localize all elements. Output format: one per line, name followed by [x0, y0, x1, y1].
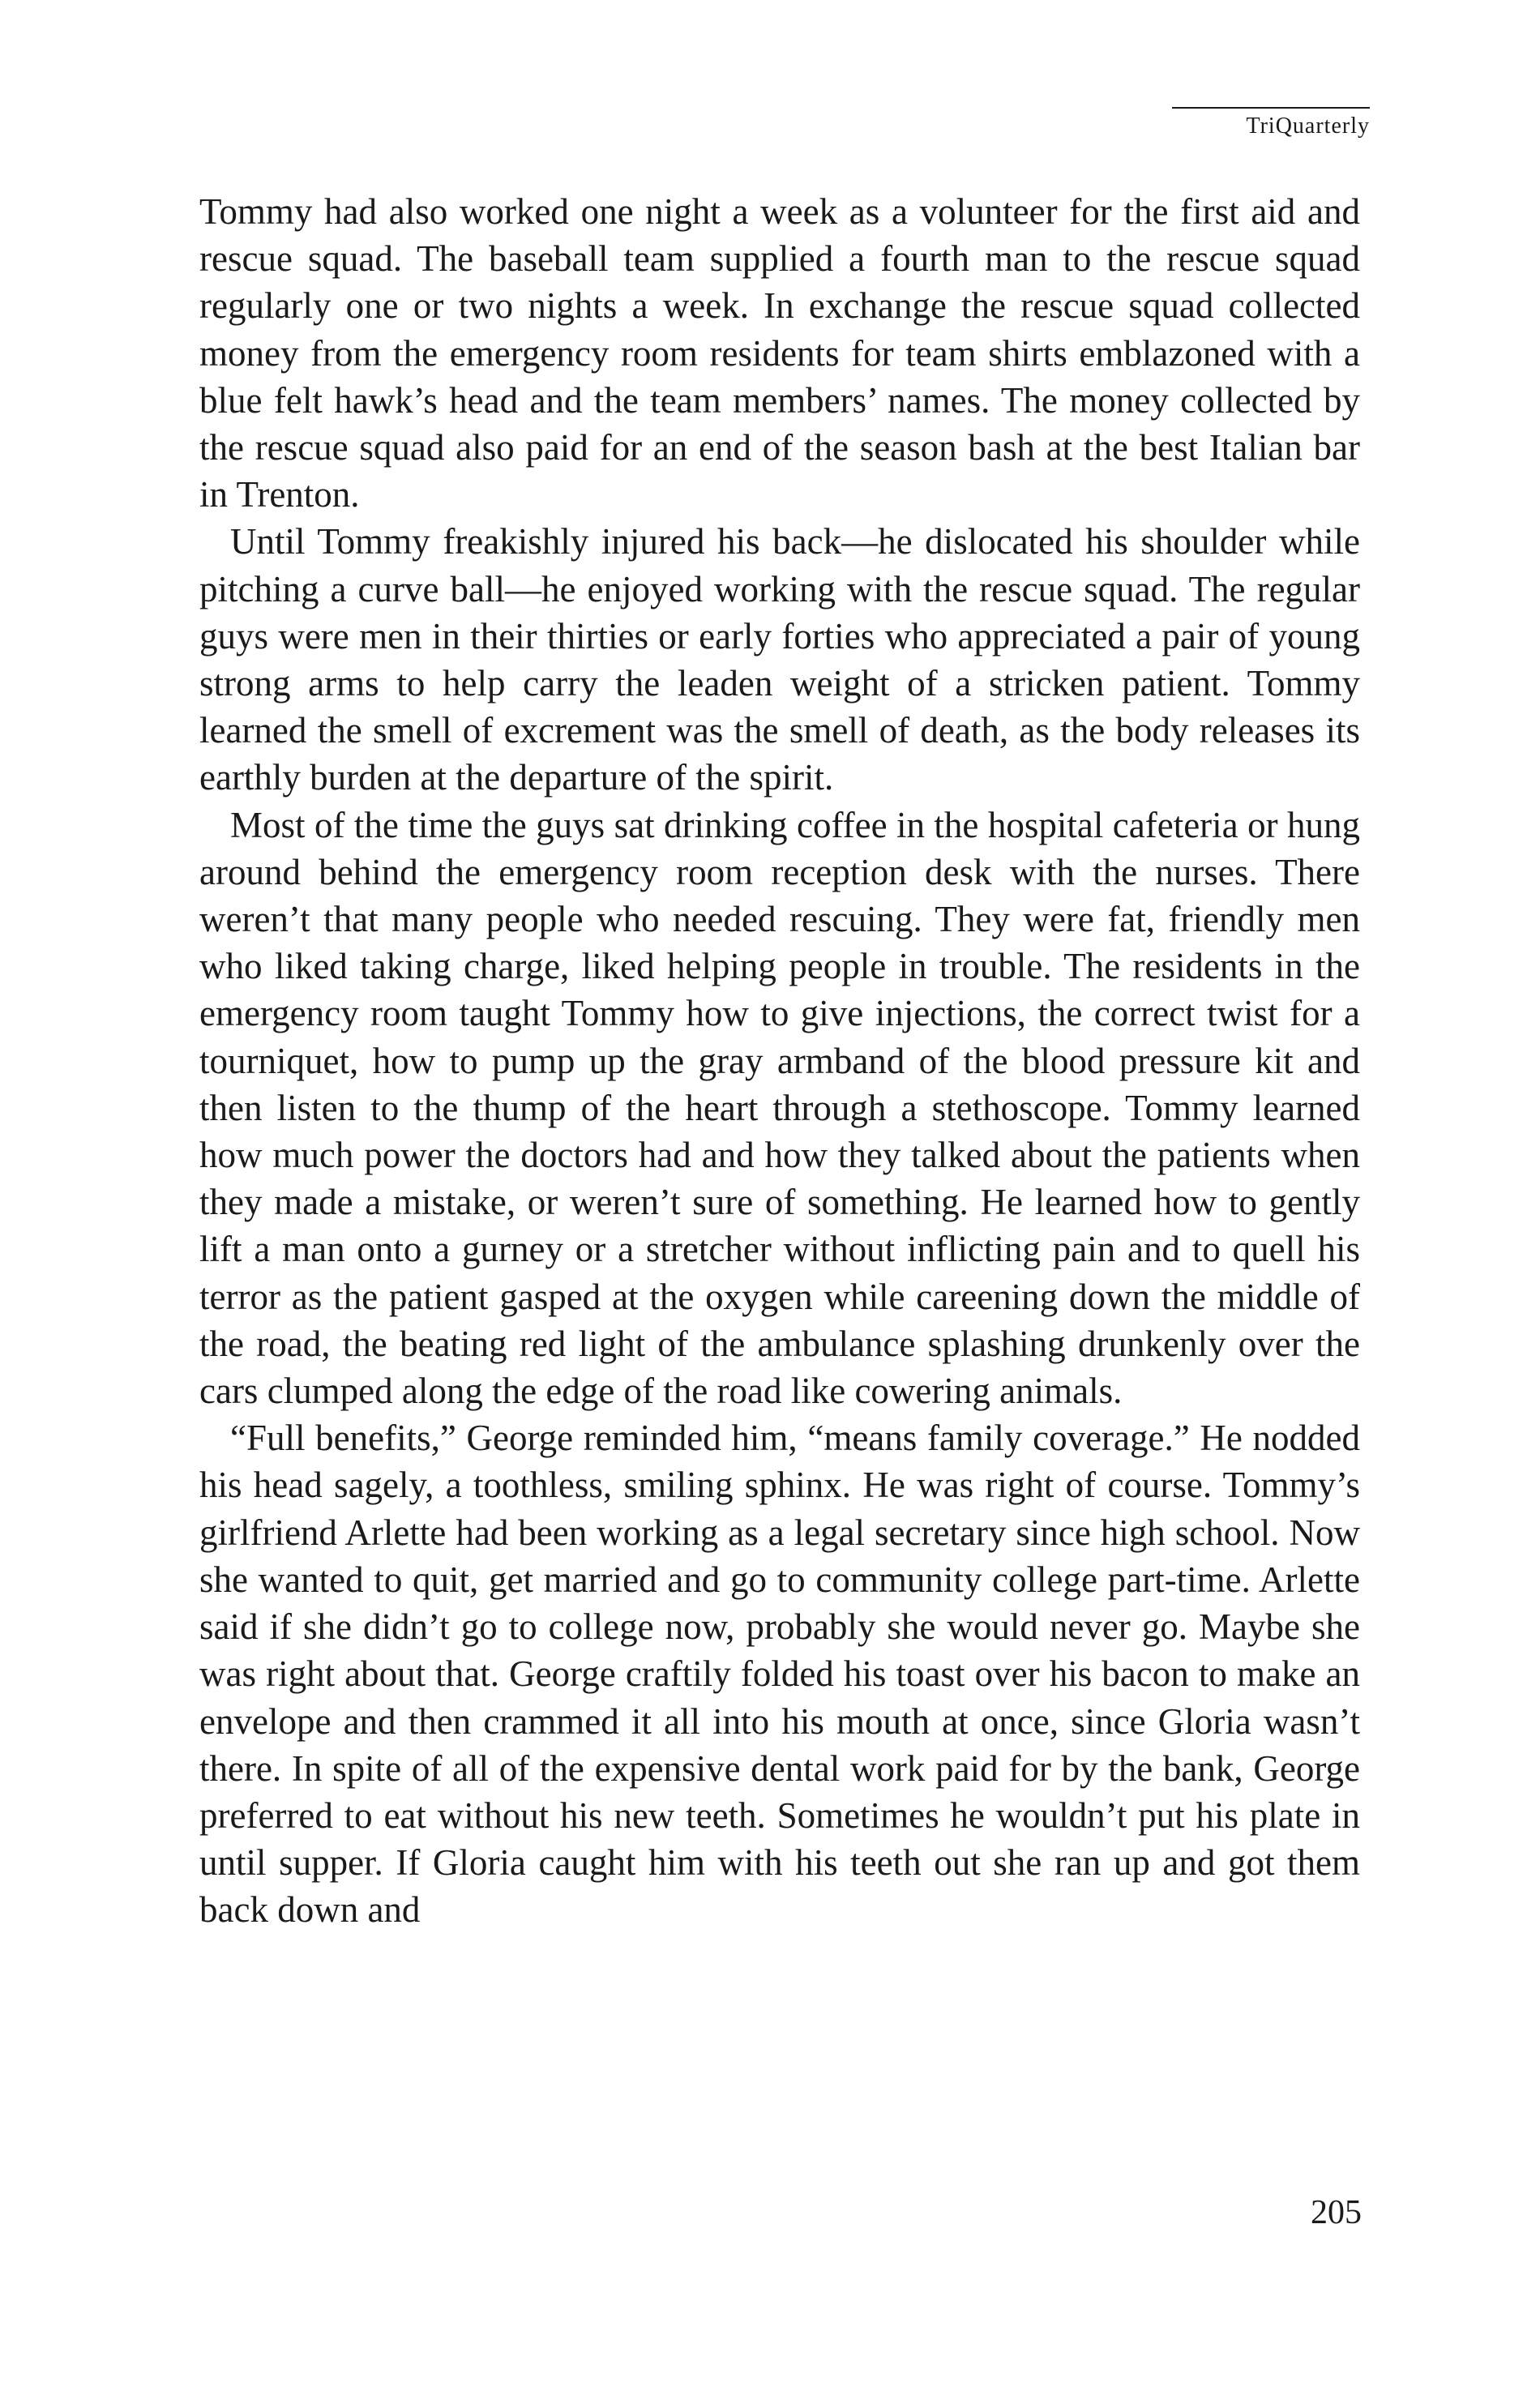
paragraph: Tommy had also worked one night a week as a volunteer for the first aid and rescue squad. The baseball team supplied a fourth man to the rescue squad regularly one or two nights a week. In exchange the rescue squad collected money from the emergency room residents for team shirts emblazoned with a blue felt hawk’s head and the team members’ names. The money collected by the rescue squad also paid for an end of the season bash at the best Italian bar in Trenton. [199, 191, 1360, 515]
journal-title: TriQuarterly [1246, 113, 1370, 139]
body-text [199, 188, 1360, 1934]
paragraph: “Full benefits,” George reminded him, “means family coverage.” He nodded his head sagely, a toothless, smiling sphinx. He was right of course. Tommy’s girlfriend Arlette had been working as a legal secretary since high school. Now she wanted to quit, get married and go to community college part-time. Arlette said if she didn’t go to college now, probably she would never go. Maybe she was right about that. George craftily folded his toast over his bacon to make an envelope and then crammed it all into his mouth at once, since Gloria wasn’t there. In spite of all of the expensive dental work paid for by the bank, George preferred to eat without his new teeth. Sometimes he wouldn’t put his plate in until supper. If Gloria caught him with his teeth out she ran up and got them back down and [199, 1418, 1360, 1931]
paragraph: Most of the time the guys sat drinking coffee in the hospital cafeteria or hung around behind the emergency room reception desk with the nurses. There weren’t that many people who needed rescuing. They were fat, friendly men who liked taking charge, liked helping people in trouble. The residents in the emergency room taught Tommy how to give injections, the correct twist for a tourniquet, how to pump up the gray armband of the blood pressure kit and then listen to the thump of the heart through a stethoscope. Tommy learned how much power the doctors had and how they talked about the patients when they made a mistake, or weren’t sure of something. He learned how to gently lift a man onto a gurney or a stretcher without inflicting pain and to quell his terror as the patient gasped at the oxygen while careening down the middle of the road, the beating red light of the ambulance splashing drunkenly over the cars clumped along the edge of the road like cowering animals. [199, 804, 1360, 1412]
page-number: 205 [1311, 2194, 1362, 2231]
paragraph: Until Tommy freakishly injured his back—he dislocated his shoulder while pitching a curve ball—he enjoyed working with the rescue squad. The regular guys were men in their thirties or early forties who appreciated a pair of young strong arms to help carry the leaden weight of a stricken patient. Tommy learned the smell of excrement was the smell of death, as the body releases its earthly burden at the departure of the spirit. [199, 521, 1360, 798]
running-head [1172, 107, 1370, 139]
